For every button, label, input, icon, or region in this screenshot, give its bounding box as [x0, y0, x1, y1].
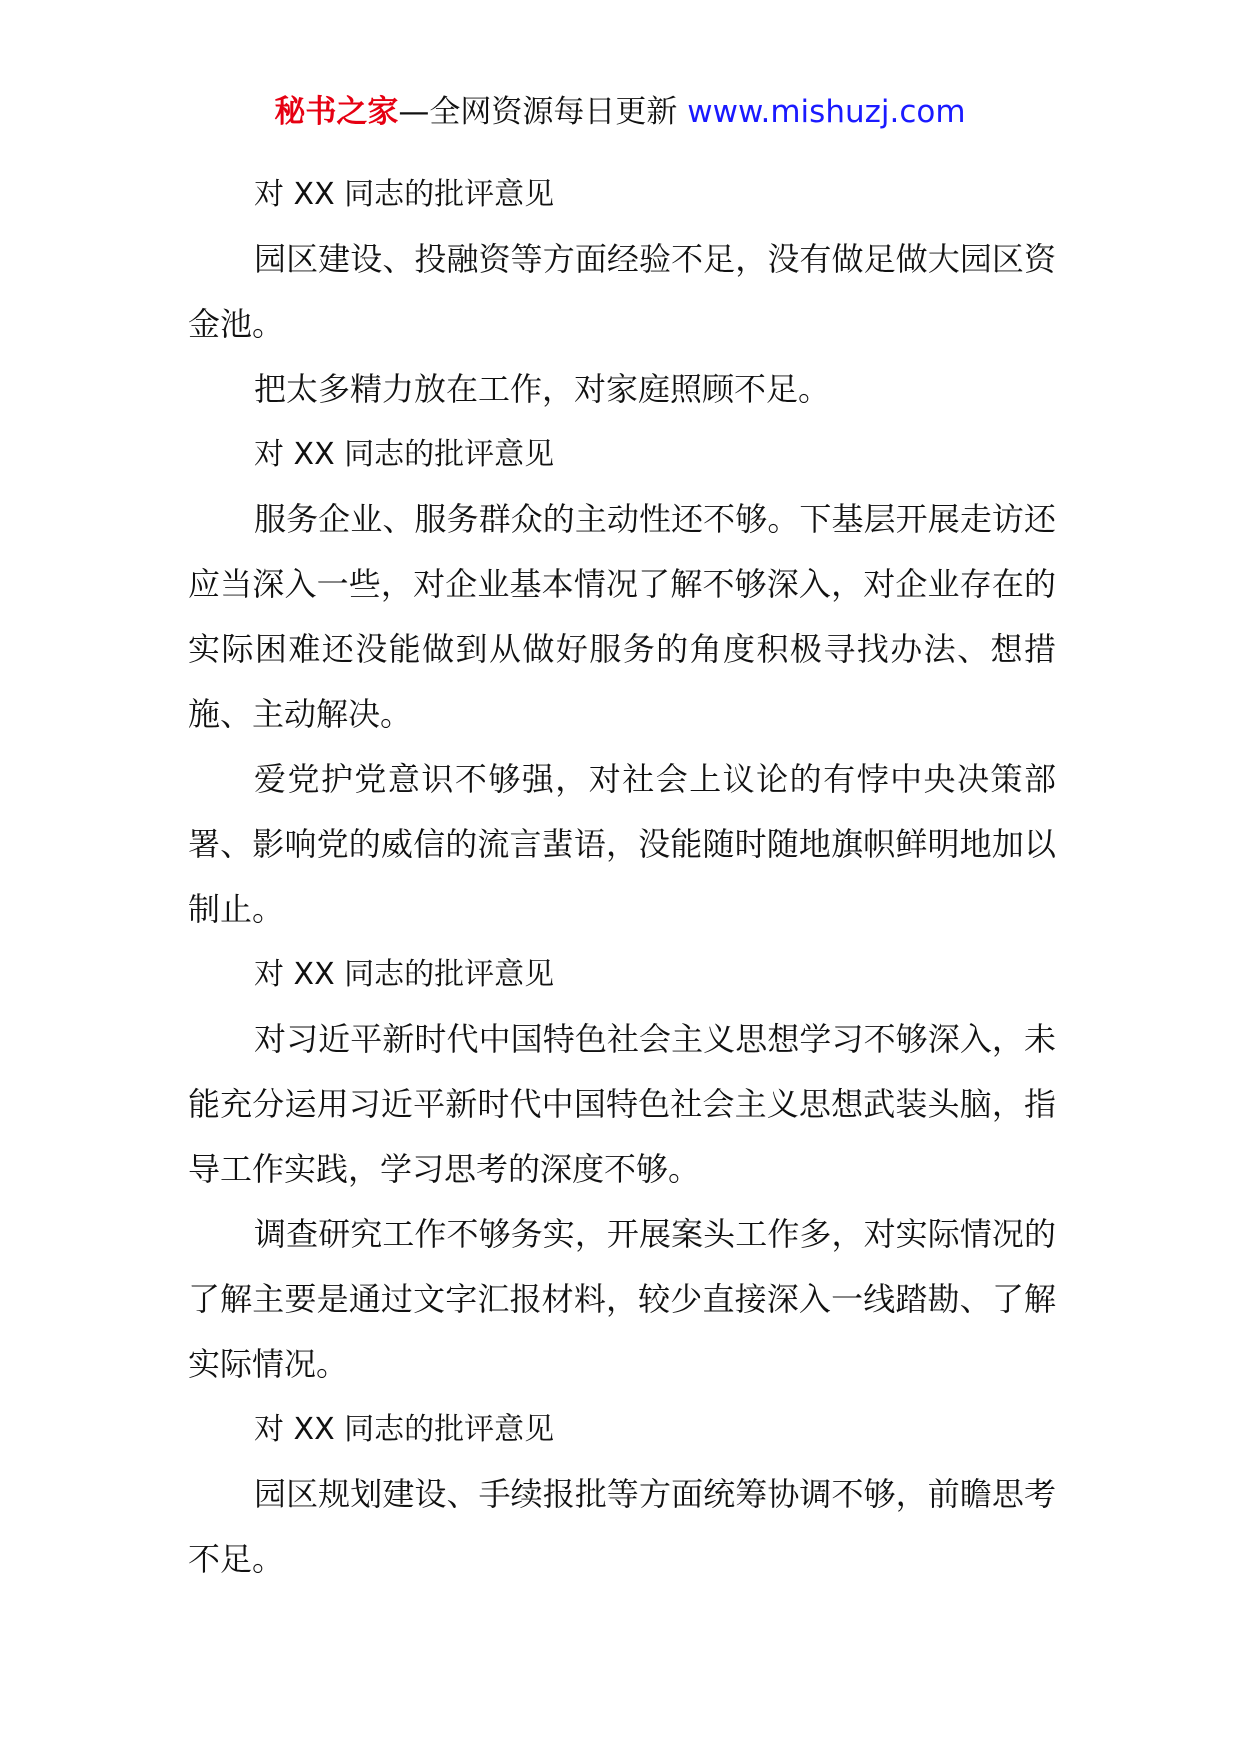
- section-heading: 对 XX 同志的批评意见: [254, 437, 555, 472]
- section-heading: 对 XX 同志的批评意见: [254, 957, 555, 992]
- body-paragraph: 园区规划建设、手续报批等方面统筹协调不够，前瞻思考不足。: [188, 1475, 1056, 1578]
- brand-name: 秘书之家: [274, 94, 399, 130]
- section-heading: 对 XX 同志的批评意见: [254, 177, 555, 212]
- document-body: [188, 162, 1056, 1592]
- body-paragraph: 园区建设、投融资等方面经验不足，没有做足做大园区资金池。: [188, 240, 1056, 343]
- body-paragraph: 服务企业、服务群众的主动性还不够。下基层开展走访还应当深入一些，对企业基本情况了解不够深入，对企业存在的实际困难还没能做到从做好服务的角度积极寻找办法、想措施、主动解决。: [188, 500, 1056, 733]
- body-paragraph: 爱党护党意识不够强，对社会上议论的有悖中央决策部署、影响党的威信的流言蜚语，没能随时随地旗帜鲜明地加以制止。: [188, 760, 1056, 928]
- section-heading: 对 XX 同志的批评意见: [254, 1412, 555, 1447]
- body-paragraph: 把太多精力放在工作，对家庭照顾不足。: [254, 370, 831, 408]
- site-header: [0, 92, 1240, 132]
- site-url: www.mishuzj.com: [687, 94, 966, 130]
- site-tagline: —全网资源每日更新: [398, 94, 678, 130]
- body-paragraph: 对习近平新时代中国特色社会主义思想学习不够深入，未能充分运用习近平新时代中国特色社会主义思想武装头脑，指导工作实践，学习思考的深度不够。: [188, 1020, 1056, 1188]
- body-paragraph: 调查研究工作不够务实，开展案头工作多，对实际情况的了解主要是通过文字汇报材料，较少直接深入一线踏勘、了解实际情况。: [188, 1215, 1056, 1383]
